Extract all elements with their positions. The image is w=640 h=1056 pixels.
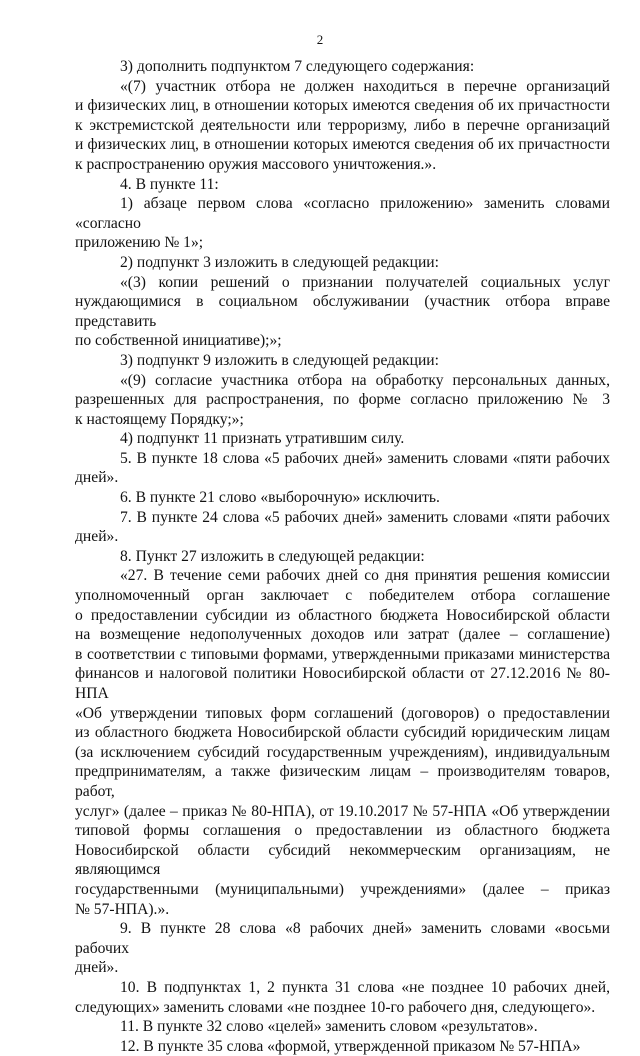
page-number: 2 — [316, 32, 324, 47]
text-line: 5. В пункте 18 слова «5 рабочих дней» заменить словами «пяти рабочих — [120, 449, 610, 467]
text-line: к экстремистской деятельности или терроризму, либо в перечне организаций — [75, 116, 610, 134]
text-line: 3) подпункт 9 изложить в следующей редакции: — [120, 351, 439, 369]
text-line: нуждающимися в социальном обслуживании (участник отбора вправе представить — [75, 293, 610, 330]
paragraph — [75, 566, 610, 919]
paragraph — [75, 194, 610, 253]
text-line: финансов и налоговой политики Новосибирской области от 27.12.2016 № 80-НПА — [75, 665, 610, 702]
text-line: 6. В пункте 21 слово «выборочную» исключить. — [120, 489, 440, 507]
text-line: следующих» заменить словами «не позднее 10-го рабочего дня, следующего». — [75, 998, 596, 1016]
paragraph — [75, 488, 610, 508]
text-line: из областного бюджета Новосибирской области субсидий юридическим лицам — [75, 724, 610, 742]
paragraph — [75, 57, 610, 77]
paragraph — [75, 449, 610, 488]
document-body — [75, 57, 610, 1056]
text-line: в соответствии с типовыми формами, утвержденными приказами министерства — [75, 645, 610, 663]
paragraph — [75, 919, 610, 978]
text-line: 11. В пункте 32 слово «целей» заменить словом «результатов». — [120, 1018, 538, 1036]
text-line: 9. В пункте 28 слова «8 рабочих дней» заменить словами «восьми рабочих — [75, 920, 610, 957]
text-line: по собственной инициативе);»; — [75, 332, 282, 350]
text-line: к настоящему Порядку;»; — [75, 410, 244, 428]
text-line: и физических лиц, в отношении которых имеются сведения об их причастности — [75, 97, 610, 115]
text-line: № 57-НПА).». — [75, 900, 170, 918]
text-line: «(9) согласие участника отбора на обработку персональных данных, — [120, 371, 610, 389]
text-line: «27. В течение семи рабочих дней со дня принятия решения комиссии — [120, 567, 610, 585]
text-line: к распространению оружия массового уничтожения.». — [75, 155, 437, 173]
text-line: 3) дополнить подпунктом 7 следующего содержания: — [120, 58, 475, 75]
paragraph — [75, 175, 610, 195]
text-line: дней». — [75, 469, 119, 487]
text-line: 2) подпункт 3 изложить в следующей редакции: — [120, 253, 439, 271]
paragraph — [75, 978, 610, 1017]
text-line: предпринимателям, а также физическим лицам – производителям товаров, работ, — [75, 763, 610, 800]
paragraph — [75, 508, 610, 547]
text-line: государственными (муниципальными) учреждениями» (далее – приказ — [75, 880, 610, 898]
text-line: 12. В пункте 35 слова «формой, утвержденной приказом № 57-НПА» — [120, 1037, 581, 1055]
text-line: типовой формы соглашения о предоставлении из областного бюджета — [75, 822, 610, 840]
text-line: «(3) копии решений о признании получателей социальных услуг — [120, 273, 610, 291]
text-line: дней». — [75, 959, 119, 977]
paragraph — [75, 371, 610, 430]
text-line: 4. В пункте 11: — [120, 175, 219, 193]
text-line: 7. В пункте 24 слова «5 рабочих дней» заменить словами «пяти рабочих — [120, 508, 610, 526]
text-line: дней». — [75, 528, 119, 546]
paragraph — [75, 547, 610, 567]
text-line: «Об утверждении типовых форм соглашений (договоров) о предоставлении — [75, 704, 610, 722]
text-line: на возмещение недополученных доходов или затрат (далее – соглашение) — [75, 626, 610, 644]
text-line: и физических лиц, в отношении которых имеются сведения об их причастности — [75, 136, 610, 154]
text-line: (за исключением субсидий государственным учреждениям), индивидуальным — [75, 743, 610, 761]
paragraph — [75, 77, 610, 175]
text-line: 4) подпункт 11 признать утратившим силу. — [120, 430, 405, 448]
text-line: услуг» (далее – приказ № 80-НПА), от 19.10.2017 № 57-НПА «Об утверждении — [75, 802, 610, 820]
text-line: приложению № 1»; — [75, 234, 204, 252]
text-line: Новосибирской области субсидий некоммерческим организациям, не являющимся — [75, 841, 610, 879]
paragraph — [75, 1017, 610, 1037]
paragraph — [75, 351, 610, 371]
text-line: 8. Пункт 27 изложить в следующей редакции: — [120, 547, 425, 565]
paragraph — [75, 1037, 610, 1056]
text-line: разрешенных для распространения, по форме согласно приложению № 3 — [75, 391, 610, 409]
paragraph — [75, 253, 610, 273]
text-line: «(7) участник отбора не должен находиться в перечне организаций — [120, 77, 610, 95]
text-line: уполномоченный орган заключает с победителем отбора соглашение — [75, 587, 610, 605]
paragraph — [75, 429, 610, 449]
text-line: 1) абзаце первом слова «согласно приложению» заменить словами «согласно — [75, 195, 610, 232]
paragraph — [75, 273, 610, 351]
text-line: о предоставлении субсидии из областного бюджета Новосибирской области — [75, 606, 610, 624]
text-line: 10. В подпунктах 1, 2 пункта 31 слова «не позднее 10 рабочих дней, — [120, 978, 610, 996]
